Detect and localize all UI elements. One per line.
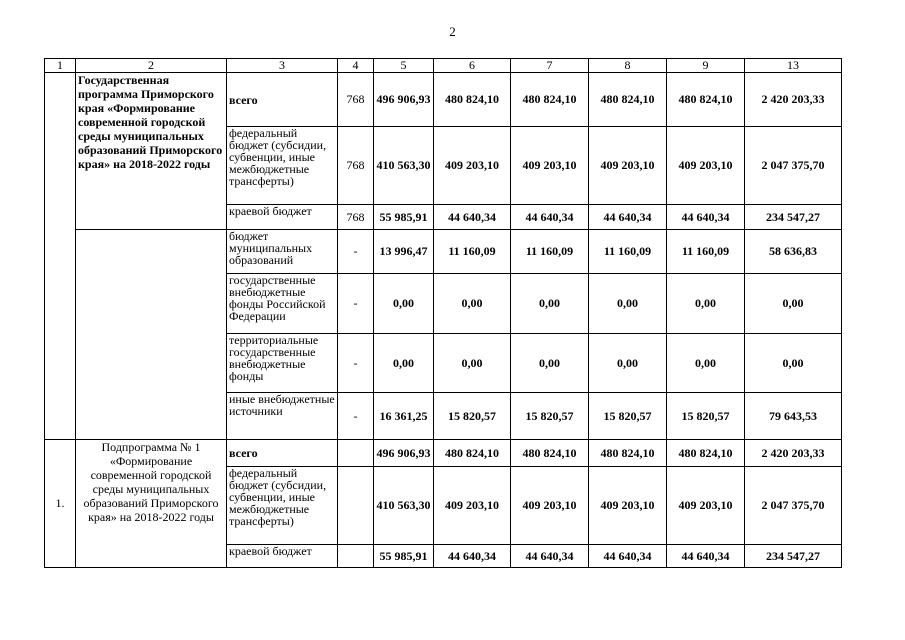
amount-cell: 44 640,34 (589, 205, 667, 230)
amount-cell: 409 203,10 (589, 467, 667, 545)
amount-cell: 0,00 (667, 334, 745, 393)
amount-cell: 409 203,10 (434, 467, 511, 545)
amount-cell: 15 820,57 (434, 393, 511, 440)
amount-cell: 234 547,27 (745, 205, 842, 230)
funding-source: федеральный бюджет (субсидии, субвенции, иные межбюджетные трансферты) (227, 127, 338, 205)
amount-cell: 2 420 203,33 (745, 440, 842, 467)
budget-code: 768 (338, 205, 374, 230)
amount-cell: 496 906,93 (374, 440, 434, 467)
header-cell: 9 (667, 59, 745, 73)
amount-cell: 234 547,27 (745, 545, 842, 568)
header-cell: 3 (227, 59, 338, 73)
amount-cell: 58 636,83 (745, 230, 842, 274)
amount-cell: 480 824,10 (511, 73, 589, 127)
amount-cell: 44 640,34 (434, 205, 511, 230)
amount-cell: 55 985,91 (374, 205, 434, 230)
amount-cell: 2 420 203,33 (745, 73, 842, 127)
amount-cell: 0,00 (589, 334, 667, 393)
budget-code (338, 440, 374, 467)
program-name-continuation (76, 230, 227, 440)
funding-source: территориальные государственные внебюджетные фонды (227, 334, 338, 393)
funding-source: всего (227, 440, 338, 467)
header-cell: 1 (45, 59, 76, 73)
amount-cell: 2 047 375,70 (745, 467, 842, 545)
budget-table (44, 58, 842, 568)
page-number: 2 (449, 24, 456, 39)
amount-cell: 0,00 (434, 274, 511, 334)
amount-cell: 0,00 (745, 274, 842, 334)
amount-cell: 410 563,30 (374, 127, 434, 205)
funding-source: краевой бюджет (227, 205, 338, 230)
amount-cell: 409 203,10 (434, 127, 511, 205)
budget-code: - (338, 334, 374, 393)
funding-source: краевой бюджет (227, 545, 338, 568)
budget-code: - (338, 274, 374, 334)
budget-code (338, 467, 374, 545)
amount-cell: 480 824,10 (434, 440, 511, 467)
header-row (45, 59, 842, 73)
funding-source: государственные внебюджетные фонды Российской Федерации (227, 274, 338, 334)
amount-cell: 0,00 (667, 274, 745, 334)
amount-cell: 0,00 (374, 334, 434, 393)
funding-source: всего (227, 73, 338, 127)
amount-cell: 13 996,47 (374, 230, 434, 274)
amount-cell: 0,00 (434, 334, 511, 393)
amount-cell: 480 824,10 (511, 440, 589, 467)
amount-cell: 2 047 375,70 (745, 127, 842, 205)
amount-cell: 79 643,53 (745, 393, 842, 440)
program-name: Государственная программа Приморского края «Формирование современной городской среды муниципальных образований Приморского края» на 2018-2022 годы (76, 73, 227, 230)
table-row (45, 230, 842, 274)
table-row (45, 440, 842, 467)
amount-cell: 44 640,34 (589, 545, 667, 568)
amount-cell: 11 160,09 (589, 230, 667, 274)
amount-cell: 409 203,10 (667, 127, 745, 205)
amount-cell: 480 824,10 (667, 73, 745, 127)
amount-cell: 0,00 (745, 334, 842, 393)
amount-cell: 480 824,10 (434, 73, 511, 127)
budget-code: - (338, 393, 374, 440)
table-row (45, 73, 842, 127)
header-cell: 7 (511, 59, 589, 73)
amount-cell: 409 203,10 (667, 467, 745, 545)
amount-cell: 0,00 (511, 274, 589, 334)
amount-cell: 0,00 (374, 274, 434, 334)
amount-cell: 55 985,91 (374, 545, 434, 568)
budget-code (338, 545, 374, 568)
header-cell: 2 (76, 59, 227, 73)
amount-cell: 409 203,10 (511, 467, 589, 545)
amount-cell: 0,00 (589, 274, 667, 334)
amount-cell: 44 640,34 (667, 205, 745, 230)
amount-cell: 409 203,10 (511, 127, 589, 205)
header-cell: 8 (589, 59, 667, 73)
amount-cell: 11 160,09 (434, 230, 511, 274)
amount-cell: 496 906,93 (374, 73, 434, 127)
funding-source: бюджет муниципальных образований (227, 230, 338, 274)
amount-cell: 409 203,10 (589, 127, 667, 205)
budget-code: 768 (338, 127, 374, 205)
header-cell: 6 (434, 59, 511, 73)
amount-cell: 44 640,34 (434, 545, 511, 568)
header-cell: 5 (374, 59, 434, 73)
header-cell: 4 (338, 59, 374, 73)
amount-cell: 11 160,09 (667, 230, 745, 274)
header-cell: 13 (745, 59, 842, 73)
subprogram-index: 1. (45, 440, 76, 568)
amount-cell: 15 820,57 (667, 393, 745, 440)
amount-cell: 0,00 (511, 334, 589, 393)
funding-source: федеральный бюджет (субсидии, субвенции, иные межбюджетные трансферты) (227, 467, 338, 545)
amount-cell: 44 640,34 (511, 545, 589, 568)
amount-cell: 44 640,34 (667, 545, 745, 568)
funding-source: иные внебюджетные источники (227, 393, 338, 440)
amount-cell: 480 824,10 (589, 440, 667, 467)
amount-cell: 480 824,10 (667, 440, 745, 467)
amount-cell: 11 160,09 (511, 230, 589, 274)
program-index (45, 73, 76, 440)
amount-cell: 15 820,57 (589, 393, 667, 440)
amount-cell: 16 361,25 (374, 393, 434, 440)
subprogram-name: Подпрограмма № 1 «Формирование современной городской среды муниципальных образований Приморского края» на 2018-2022 годы (76, 440, 227, 568)
amount-cell: 410 563,30 (374, 467, 434, 545)
amount-cell: 480 824,10 (589, 73, 667, 127)
amount-cell: 15 820,57 (511, 393, 589, 440)
budget-code: 768 (338, 73, 374, 127)
budget-code: - (338, 230, 374, 274)
amount-cell: 44 640,34 (511, 205, 589, 230)
